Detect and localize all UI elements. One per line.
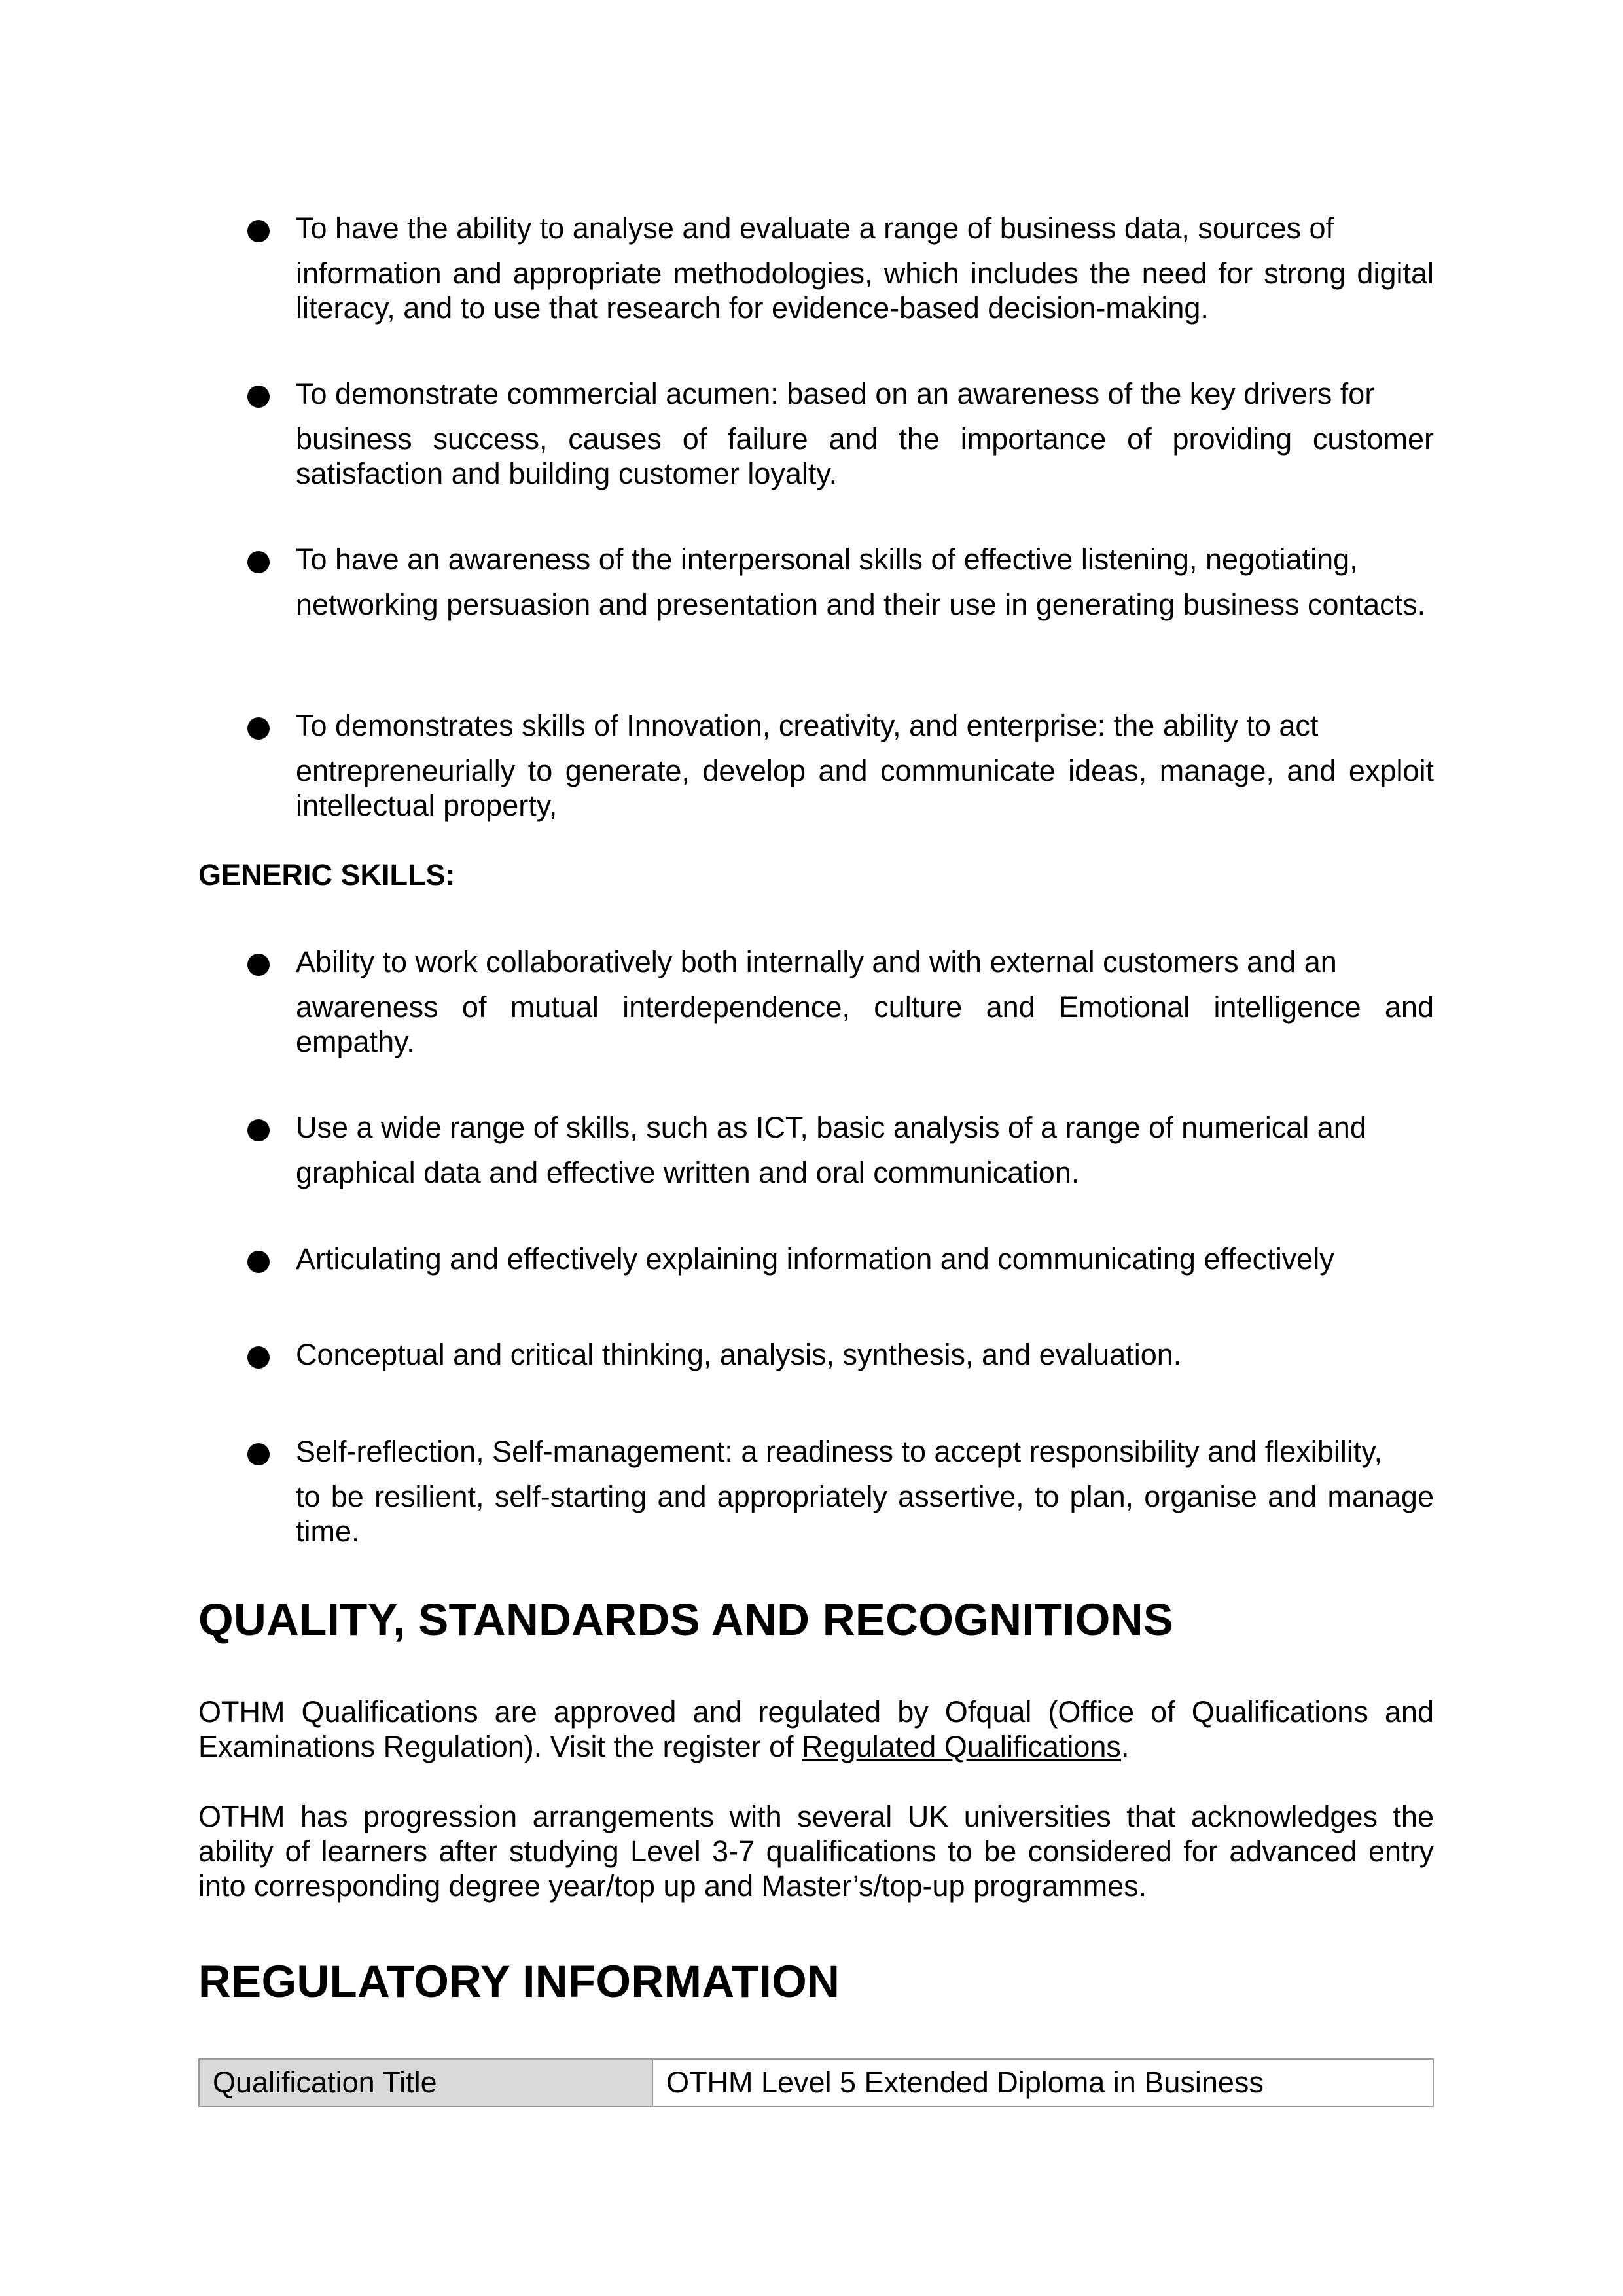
bullet-first-line: Articulating and effectively explaining information and communicating effectively: [296, 1242, 1334, 1276]
bullet-first-line: Ability to work collaboratively both internally and with external customers and an: [296, 945, 1337, 978]
bullet-text: [296, 542, 1434, 622]
generic-skills-heading: GENERIC SKILLS:: [198, 858, 455, 891]
regulatory-table: [198, 2058, 1434, 2107]
bullet-icon: [247, 717, 270, 740]
regulatory-heading: REGULATORY INFORMATION: [198, 1956, 840, 2007]
bullet-text: [296, 1110, 1434, 1190]
quality-paragraph-1-end: .: [1120, 1730, 1130, 1763]
bullet-icon: [247, 1443, 270, 1465]
bullet-first-line: To demonstrates skills of Innovation, creativity, and enterprise: the ability to act: [296, 709, 1319, 742]
document-page: [198, 0, 1434, 2296]
bullet-text: [296, 376, 1434, 491]
bullet-icon: [247, 551, 270, 573]
bullet-first-line: Self-reflection, Self-management: a readiness to accept responsibility and flexibility,: [296, 1435, 1382, 1468]
bullet-first-line: Conceptual and critical thinking, analysis, synthesis, and evaluation.: [296, 1338, 1182, 1371]
bullet-first-line: To have the ability to analyse and evaluate a range of business data, sources of: [296, 211, 1334, 245]
bullet-rest-text: graphical data and effective written and oral communication.: [296, 1156, 1080, 1189]
quality-paragraph-2: OTHM has progression arrangements with several UK universities that acknowledges the ability of learners after studying Level 3-7 qualifications to be considered for advanced entry into corresponding degree year/top up and Master’s/top-up programmes.: [198, 1800, 1434, 1903]
bullet-text: [296, 944, 1434, 1059]
bullet-icon: [247, 386, 270, 408]
bullet-rest-text: awareness of mutual interdependence, culture and Emotional intelligence and empathy.: [296, 990, 1434, 1058]
bullet-icon: [247, 1119, 270, 1141]
bullet-rest-text: networking persuasion and presentation and their use in generating business contacts.: [296, 588, 1426, 621]
bullet-icon: [247, 220, 270, 242]
bullet-rest-text: information and appropriate methodologies, which includes the need for strong digital literacy, and to use that research for evidence-based decision-making.: [296, 257, 1434, 325]
bullet-text: [296, 1434, 1434, 1549]
bullet-first-line: To have an awareness of the interpersonal skills of effective listening, negotiating,: [296, 543, 1358, 576]
table-row: [199, 2059, 1433, 2106]
bullet-text: [296, 1337, 1434, 1382]
regulated-qualifications-link[interactable]: Regulated Qualifications: [802, 1730, 1121, 1763]
bullet-icon: [247, 954, 270, 976]
bullet-first-line: Use a wide range of skills, such as ICT, basic analysis of a range of numerical and: [296, 1111, 1366, 1144]
quality-heading: QUALITY, STANDARDS AND RECOGNITIONS: [198, 1594, 1174, 1645]
bullet-icon: [247, 1346, 270, 1369]
bullet-text: [296, 211, 1434, 325]
qualification-title-value: OTHM Level 5 Extended Diploma in Business: [652, 2059, 1433, 2106]
qualification-title-label: Qualification Title: [199, 2059, 652, 2106]
bullet-text: [296, 708, 1434, 823]
bullet-first-line: To demonstrate commercial acumen: based on an awareness of the key drivers for: [296, 377, 1375, 410]
bullet-text: [296, 1242, 1434, 1287]
bullet-rest-text: business success, causes of failure and the importance of providing customer satisfaction and building customer loyalty.: [296, 422, 1434, 490]
quality-paragraph-1-text: OTHM Qualifications are approved and regulated by Ofqual (Office of Qualifications and Examinations Regulation). Visit the register of: [198, 1695, 1434, 1763]
bullet-icon: [247, 1251, 270, 1273]
bullet-rest-text: entrepreneurially to generate, develop and communicate ideas, manage, and exploit intellectual property,: [296, 754, 1434, 822]
bullet-rest-text: to be resilient, self-starting and appropriately assertive, to plan, organise and manage time.: [296, 1480, 1434, 1548]
quality-paragraph-1: [198, 1695, 1434, 1764]
